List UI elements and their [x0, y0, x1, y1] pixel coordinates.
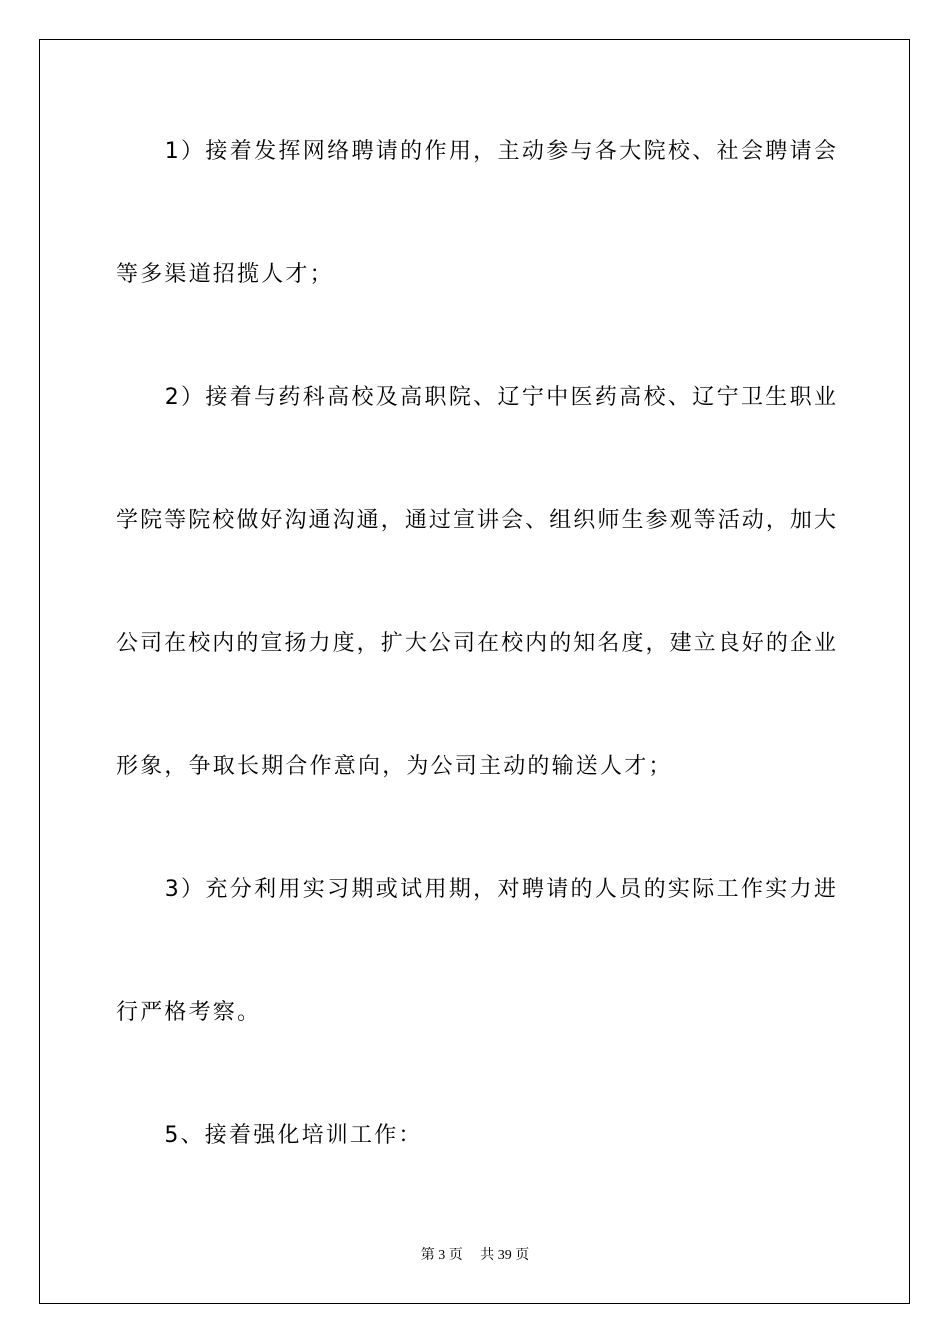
paragraph-line: 3）充分利用实习期或试用期，对聘请的人员的实际工作实力进 — [116, 877, 836, 902]
paragraph-line: 1）接着发挥网络聘请的作用，主动参与各大院校、社会聘请会 — [116, 139, 836, 164]
page-number-footer: 第 3 页 共 39 页 — [420, 1248, 530, 1263]
paragraph-line: 形象，争取长期合作意向，为公司主动的输送人才； — [116, 754, 673, 779]
paragraph-line: 学院等院校做好沟通沟通，通过宣讲会、组织师生参观等活动，加大 — [116, 508, 836, 533]
paragraph-line: 等多渠道招揽人才； — [116, 262, 334, 287]
paragraph-line: 公司在校内的宣扬力度，扩大公司在校内的知名度，建立良好的企业 — [116, 631, 836, 656]
page-border — [39, 39, 910, 1304]
paragraph-line: 5、接着强化培训工作： — [116, 1123, 423, 1148]
paragraph-line: 2）接着与药科高校及高职院、辽宁中医药高校、辽宁卫生职业 — [116, 385, 836, 410]
paragraph-line: 行严格考察。 — [116, 1000, 262, 1025]
